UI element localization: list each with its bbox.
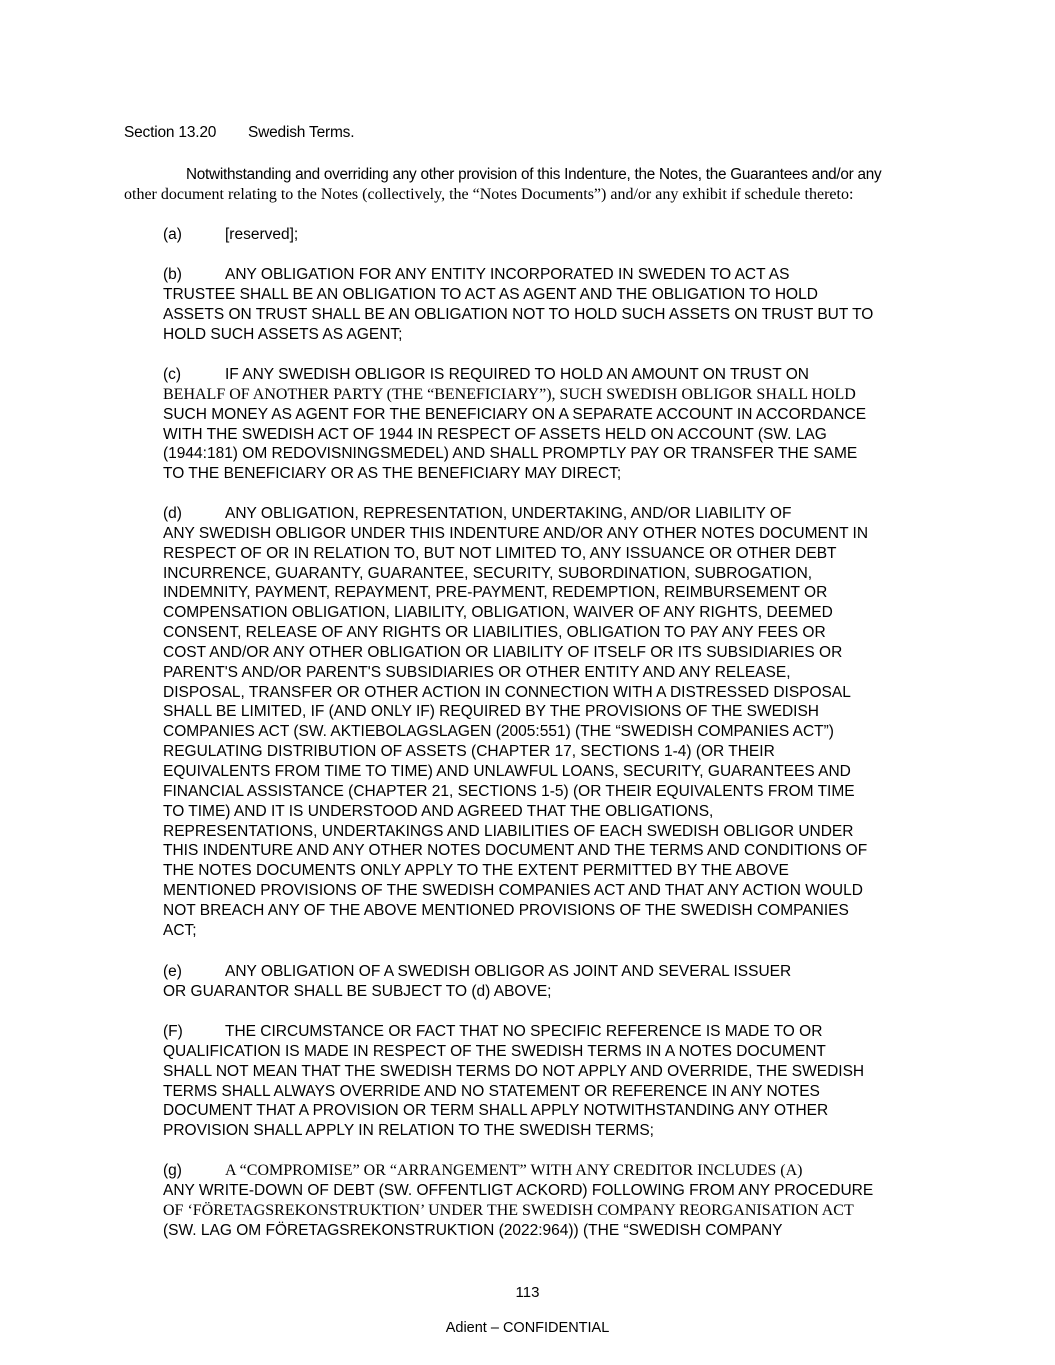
clause-line: REPRESENTATIONS, UNDERTAKINGS AND LIABILITIES OF EACH SWEDISH OBLIGOR UNDER xyxy=(163,822,854,840)
intro-line: Notwithstanding and overriding any other provision of this Indenture, the Notes, the Guarantees and/or any xyxy=(186,166,882,183)
clause-line: COMPANIES ACT (SW. AKTIEBOLAGSLAGEN (2005:551) (THE “SWEDISH COMPANIES ACT”) xyxy=(163,723,834,741)
clause-e xyxy=(163,962,953,1002)
clause-line: DISPOSAL, TRANSFER OR OTHER ACTION IN CONNECTION WITH A DISTRESSED DISPOSAL xyxy=(163,683,851,701)
clause-line: HOLD SUCH ASSETS AS AGENT; xyxy=(163,325,403,343)
clause-line: TRUSTEE SHALL BE AN OBLIGATION TO ACT AS AGENT AND THE OBLIGATION TO HOLD xyxy=(163,285,818,303)
clause-line: (SW. LAG OM FÖRETAGSREKONSTRUKTION (2022:964)) (THE “SWEDISH COMPANY xyxy=(163,1221,783,1239)
clause-label: (F) xyxy=(163,1023,183,1040)
clause-line: INDEMNITY, PAYMENT, REPAYMENT, PRE-PAYMENT, REDEMPTION, REIMBURSEMENT OR xyxy=(163,584,828,602)
section-number: Section 13.20 xyxy=(124,124,217,141)
clause-d xyxy=(163,504,953,941)
clause-line: COST AND/OR ANY OTHER OBLIGATION OR LIABILITY OF ITSELF OR ITS SUBSIDIARIES OR xyxy=(163,643,843,661)
clause-line: COMPENSATION OBLIGATION, LIABILITY, OBLIGATION, WAIVER OF ANY RIGHTS, DEEMED xyxy=(163,604,833,622)
section-heading xyxy=(124,124,354,142)
clause-line: A “COMPROMISE” OR “ARRANGEMENT” WITH ANY CREDITOR INCLUDES (A) xyxy=(225,1162,803,1179)
clause-line: ANY WRITE-DOWN OF DEBT (SW. OFFENTLIGT ACKORD) FOLLOWING FROM ANY PROCEDURE xyxy=(163,1181,874,1199)
clause-line: BEHALF OF ANOTHER PARTY (THE “BENEFICIARY”), SUCH SWEDISH OBLIGOR SHALL HOLD xyxy=(163,385,856,403)
page-number: 113 xyxy=(515,1284,540,1301)
clause-line: QUALIFICATION IS MADE IN RESPECT OF THE SWEDISH TERMS IN A NOTES DOCUMENT xyxy=(163,1042,826,1060)
clause-line: SHALL NOT MEAN THAT THE SWEDISH TERMS DO NOT APPLY AND OVERRIDE, THE SWEDISH xyxy=(163,1062,865,1080)
clause-label: (e) xyxy=(163,963,182,980)
clause-line: SHALL BE LIMITED, IF (AND ONLY IF) REQUIRED BY THE PROVISIONS OF THE SWEDISH xyxy=(163,703,820,721)
clause-line: THIS INDENTURE AND ANY OTHER NOTES DOCUMENT AND THE TERMS AND CONDITIONS OF xyxy=(163,842,868,860)
clause-line: OF ‘FÖRETAGSREKONSTRUKTION’ UNDER THE SWEDISH COMPANY REORGANISATION ACT xyxy=(163,1201,854,1219)
clause-line: PARENT'S AND/OR PARENT'S SUBSIDIARIES OR OTHER ENTITY AND ANY RELEASE, xyxy=(163,663,791,681)
clause-line: DOCUMENT THAT A PROVISION OR TERM SHALL APPLY NOTWITHSTANDING ANY OTHER xyxy=(163,1102,829,1120)
clause-line: MENTIONED PROVISIONS OF THE SWEDISH COMPANIES ACT AND THAT ANY ACTION WOULD xyxy=(163,882,863,900)
clause-line: RESPECT OF OR IN RELATION TO, BUT NOT LIMITED TO, ANY ISSUANCE OR OTHER DEBT xyxy=(163,544,837,562)
clause-label: (c) xyxy=(163,366,182,383)
clause-line: SUCH MONEY AS AGENT FOR THE BENEFICIARY ON A SEPARATE ACCOUNT IN ACCORDANCE xyxy=(163,405,867,423)
clause-line: [reserved]; xyxy=(225,226,299,243)
clause-line: THE NOTES DOCUMENTS ONLY APPLY TO THE EXTENT PERMITTED BY THE ABOVE xyxy=(163,862,789,880)
clause-line: IF ANY SWEDISH OBLIGOR IS REQUIRED TO HOLD AN AMOUNT ON TRUST ON xyxy=(225,366,809,383)
clause-line: EQUIVALENTS FROM TIME TO TIME) AND UNLAWFUL LOANS, SECURITY, GUARANTEES AND xyxy=(163,762,851,780)
clause-line: ASSETS ON TRUST SHALL BE AN OBLIGATION NOT TO HOLD SUCH ASSETS ON TRUST BUT TO xyxy=(163,305,874,323)
clause-label: (g) xyxy=(163,1162,182,1179)
clause-line: (1944:181) OM REDOVISNINGSMEDEL) AND SHALL PROMPTLY PAY OR TRANSFER THE SAME xyxy=(163,445,858,463)
clause-line: NOT BREACH ANY OF THE ABOVE MENTIONED PROVISIONS OF THE SWEDISH COMPANIES xyxy=(163,901,849,919)
clause-line: ANY OBLIGATION FOR ANY ENTITY INCORPORATED IN SWEDEN TO ACT AS xyxy=(225,266,790,283)
clause-b xyxy=(163,265,953,344)
confidential-footer: Adient – CONFIDENTIAL xyxy=(445,1320,610,1336)
clause-a xyxy=(163,225,953,245)
clause-line: REGULATING DISTRIBUTION OF ASSETS (CHAPTER 17, SECTIONS 1-4) (OR THEIR xyxy=(163,743,775,761)
clause-g xyxy=(163,1161,953,1240)
clause-line: OR GUARANTOR SHALL BE SUBJECT TO (d) ABOVE; xyxy=(163,982,552,1000)
clause-label: (d) xyxy=(163,505,182,522)
clause-line: ANY SWEDISH OBLIGOR UNDER THIS INDENTURE AND/OR ANY OTHER NOTES DOCUMENT IN xyxy=(163,524,869,542)
clause-line: INCURRENCE, GUARANTY, GUARANTEE, SECURITY, SUBORDINATION, SUBROGATION, xyxy=(163,564,813,582)
clause-line: ANY OBLIGATION, REPRESENTATION, UNDERTAKING, AND/OR LIABILITY OF xyxy=(225,505,792,522)
clause-c xyxy=(163,365,953,484)
clause-line: PROVISION SHALL APPLY IN RELATION TO THE SWEDISH TERMS; xyxy=(163,1122,654,1140)
clause-line: ANY OBLIGATION OF A SWEDISH OBLIGOR AS JOINT AND SEVERAL ISSUER xyxy=(225,963,792,980)
clause-line: ACT; xyxy=(163,921,197,939)
clause-line: THE CIRCUMSTANCE OR FACT THAT NO SPECIFIC REFERENCE IS MADE TO OR xyxy=(225,1023,823,1040)
clause-line: CONSENT, RELEASE OF ANY RIGHTS OR LIABILITIES, OBLIGATION TO PAY ANY FEES OR xyxy=(163,624,826,642)
intro-paragraph xyxy=(124,165,934,205)
clause-line: TO THE BENEFICIARY OR AS THE BENEFICIARY MAY DIRECT; xyxy=(163,465,622,483)
clause-line: WITH THE SWEDISH ACT OF 1944 IN RESPECT OF ASSETS HELD ON ACCOUNT (SW. LAG xyxy=(163,425,827,443)
clause-label: (b) xyxy=(163,266,182,283)
clause-f xyxy=(163,1022,953,1141)
clause-line: TERMS SHALL ALWAYS OVERRIDE AND NO STATEMENT OR REFERENCE IN ANY NOTES xyxy=(163,1082,820,1100)
clause-label: (a) xyxy=(163,226,182,243)
clause-line: FINANCIAL ASSISTANCE (CHAPTER 21, SECTIONS 1-5) (OR THEIR EQUIVALENTS FROM TIME xyxy=(163,782,855,800)
clause-line: TO TIME) AND IT IS UNDERSTOOD AND AGREED THAT THE OBLIGATIONS, xyxy=(163,802,714,820)
section-title: Swedish Terms. xyxy=(248,124,355,141)
intro-line: other document relating to the Notes (collectively, the “Notes Documents”) and/or any exhibit if schedule thereto: xyxy=(124,186,854,203)
